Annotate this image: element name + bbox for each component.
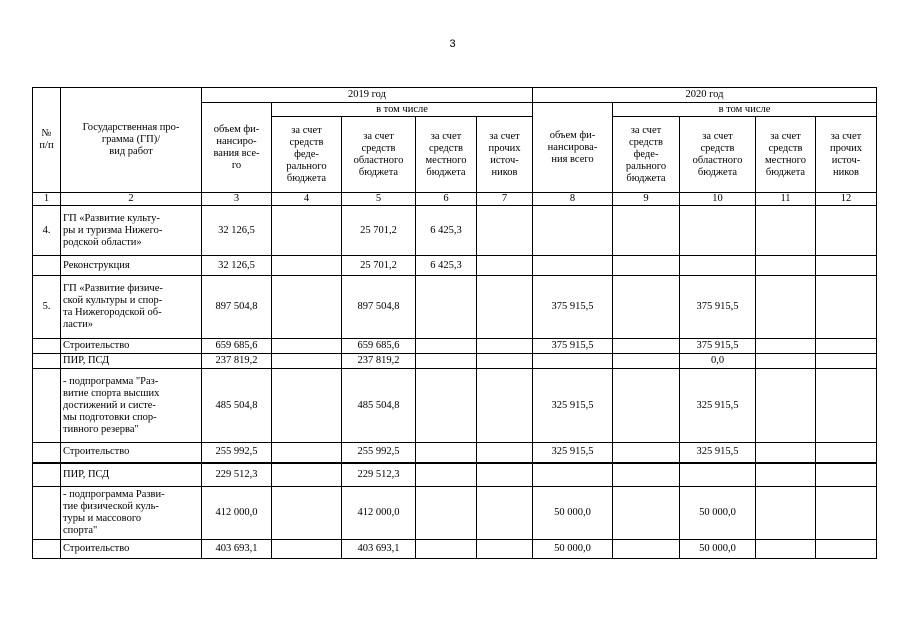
table-row [33, 487, 877, 540]
cell-c8 [533, 206, 613, 256]
cell-c11 [756, 339, 816, 354]
cell-c4 [272, 443, 342, 463]
cell-c9 [613, 206, 680, 256]
cell-c5: 229 512,3 [342, 463, 416, 487]
cell-c6: 6 425,3 [416, 256, 477, 276]
row-name: Строительство [61, 339, 202, 354]
cell-c3: 255 992,5 [202, 443, 272, 463]
header-mest-2019: за счет средств местного бюджета [416, 117, 477, 193]
cell-c7 [477, 354, 533, 369]
cell-c12 [816, 276, 877, 339]
col-number: 6 [416, 193, 477, 206]
cell-c6 [416, 276, 477, 339]
cell-c6 [416, 443, 477, 463]
cell-c7 [477, 369, 533, 443]
cell-c9 [613, 369, 680, 443]
cell-c3: 237 819,2 [202, 354, 272, 369]
cell-c12 [816, 369, 877, 443]
cell-c4 [272, 276, 342, 339]
header-mest-2020: за счет средств местного бюджета [756, 117, 816, 193]
header-proch-2020: за счет прочих источ- ников [816, 117, 877, 193]
row-name: - подпрограмма "Раз- витие спорта высших достижений и систе- мы подготовки спор- тивного резерва" [61, 369, 202, 443]
col-number: 11 [756, 193, 816, 206]
funding-table [32, 87, 877, 559]
row-name: Реконструкция [61, 256, 202, 276]
header-incl-2019: в том числе [272, 103, 533, 117]
cell-c11 [756, 540, 816, 559]
cell-c7 [477, 206, 533, 256]
row-number [33, 354, 61, 369]
cell-c9 [613, 256, 680, 276]
col-number: 7 [477, 193, 533, 206]
table-row [33, 206, 877, 256]
cell-c10: 325 915,5 [680, 369, 756, 443]
table-row [33, 339, 877, 354]
row-name: Строительство [61, 540, 202, 559]
cell-c11 [756, 354, 816, 369]
cell-c7 [477, 540, 533, 559]
col-number: 8 [533, 193, 613, 206]
header-obl-2019: за счет средств областного бюджета [342, 117, 416, 193]
cell-c8: 375 915,5 [533, 339, 613, 354]
cell-c9 [613, 463, 680, 487]
row-number [33, 463, 61, 487]
cell-c11 [756, 206, 816, 256]
col-number: 2 [61, 193, 202, 206]
cell-c7 [477, 463, 533, 487]
cell-c10: 50 000,0 [680, 540, 756, 559]
row-number [33, 540, 61, 559]
header-total-2019: объем фи- нансиро- вания все- го [202, 103, 272, 193]
cell-c4 [272, 206, 342, 256]
cell-c9 [613, 339, 680, 354]
cell-c5: 403 693,1 [342, 540, 416, 559]
cell-c8: 325 915,5 [533, 443, 613, 463]
cell-c5: 237 819,2 [342, 354, 416, 369]
cell-c7 [477, 339, 533, 354]
cell-c12 [816, 540, 877, 559]
header-incl-2020: в том числе [613, 103, 877, 117]
cell-c3: 659 685,6 [202, 339, 272, 354]
row-name: ГП «Развитие физиче- ской культуры и спор- та Нижегородской об- ласти» [61, 276, 202, 339]
table-row [33, 463, 877, 487]
cell-c5: 659 685,6 [342, 339, 416, 354]
table-row [33, 369, 877, 443]
cell-c11 [756, 463, 816, 487]
row-number: 5. [33, 276, 61, 339]
cell-c11 [756, 256, 816, 276]
cell-c5: 25 701,2 [342, 256, 416, 276]
cell-c10: 50 000,0 [680, 487, 756, 540]
cell-c7 [477, 256, 533, 276]
col-number: 3 [202, 193, 272, 206]
row-number [33, 256, 61, 276]
cell-c3: 412 000,0 [202, 487, 272, 540]
header-obl-2020: за счет средств областного бюджета [680, 117, 756, 193]
row-name: Строительство [61, 443, 202, 463]
cell-c4 [272, 540, 342, 559]
cell-c10 [680, 206, 756, 256]
cell-c6 [416, 354, 477, 369]
cell-c8: 375 915,5 [533, 276, 613, 339]
col-number: 12 [816, 193, 877, 206]
cell-c6 [416, 339, 477, 354]
cell-c12 [816, 339, 877, 354]
cell-c8: 50 000,0 [533, 540, 613, 559]
cell-c6: 6 425,3 [416, 206, 477, 256]
cell-c3: 32 126,5 [202, 256, 272, 276]
cell-c7 [477, 443, 533, 463]
cell-c4 [272, 256, 342, 276]
cell-c10 [680, 463, 756, 487]
cell-c11 [756, 369, 816, 443]
col-number: 9 [613, 193, 680, 206]
cell-c7 [477, 487, 533, 540]
header-fed-2020: за счет средств феде- рального бюджета [613, 117, 680, 193]
cell-c11 [756, 487, 816, 540]
cell-c9 [613, 276, 680, 339]
row-number: 4. [33, 206, 61, 256]
cell-c4 [272, 354, 342, 369]
cell-c5: 485 504,8 [342, 369, 416, 443]
cell-c8: 50 000,0 [533, 487, 613, 540]
cell-c6 [416, 463, 477, 487]
cell-c9 [613, 354, 680, 369]
cell-c8 [533, 354, 613, 369]
cell-c12 [816, 443, 877, 463]
row-name: ПИР, ПСД [61, 463, 202, 487]
cell-c12 [816, 206, 877, 256]
header-fed-2019: за счет средств феде- рального бюджета [272, 117, 342, 193]
row-number [33, 443, 61, 463]
cell-c5: 897 504,8 [342, 276, 416, 339]
cell-c3: 403 693,1 [202, 540, 272, 559]
table-row [33, 540, 877, 559]
row-number [33, 369, 61, 443]
column-number-row [33, 193, 877, 206]
cell-c4 [272, 463, 342, 487]
col-number: 4 [272, 193, 342, 206]
cell-c5: 25 701,2 [342, 206, 416, 256]
cell-c3: 485 504,8 [202, 369, 272, 443]
cell-c12 [816, 354, 877, 369]
row-number [33, 487, 61, 540]
table-row [33, 354, 877, 369]
cell-c8 [533, 463, 613, 487]
table-row [33, 256, 877, 276]
cell-c10: 375 915,5 [680, 276, 756, 339]
cell-c9 [613, 487, 680, 540]
header-proch-2019: за счет прочих источ- ников [477, 117, 533, 193]
header-year-2020: 2020 год [533, 88, 877, 103]
cell-c4 [272, 369, 342, 443]
cell-c6 [416, 487, 477, 540]
row-name: - подпрограмма Разви- тие физической куль- туры и массового спорта" [61, 487, 202, 540]
cell-c12 [816, 463, 877, 487]
cell-c11 [756, 276, 816, 339]
cell-c11 [756, 443, 816, 463]
table-row [33, 443, 877, 463]
cell-c10: 375 915,5 [680, 339, 756, 354]
col-number: 10 [680, 193, 756, 206]
page-number: 3 [449, 38, 456, 50]
col-number: 5 [342, 193, 416, 206]
cell-c4 [272, 339, 342, 354]
cell-c9 [613, 540, 680, 559]
header-total-2020: объем фи- нансирова- ния всего [533, 103, 613, 193]
cell-c8: 325 915,5 [533, 369, 613, 443]
cell-c5: 255 992,5 [342, 443, 416, 463]
cell-c10: 0,0 [680, 354, 756, 369]
cell-c10 [680, 256, 756, 276]
table-row [33, 276, 877, 339]
row-number [33, 339, 61, 354]
cell-c3: 32 126,5 [202, 206, 272, 256]
row-name: ГП «Развитие культу- ры и туризма Нижего- родской области» [61, 206, 202, 256]
cell-c6 [416, 369, 477, 443]
cell-c7 [477, 276, 533, 339]
cell-c12 [816, 487, 877, 540]
cell-c3: 229 512,3 [202, 463, 272, 487]
cell-c4 [272, 487, 342, 540]
cell-c12 [816, 256, 877, 276]
cell-c8 [533, 256, 613, 276]
cell-c5: 412 000,0 [342, 487, 416, 540]
cell-c9 [613, 443, 680, 463]
col-number: 1 [33, 193, 61, 206]
cell-c3: 897 504,8 [202, 276, 272, 339]
cell-c6 [416, 540, 477, 559]
header-program: Государственная про- грамма (ГП)/ вид работ [61, 88, 202, 193]
header-year-2019: 2019 год [202, 88, 533, 103]
row-name: ПИР, ПСД [61, 354, 202, 369]
cell-c10: 325 915,5 [680, 443, 756, 463]
header-num: № п/п [33, 88, 61, 193]
